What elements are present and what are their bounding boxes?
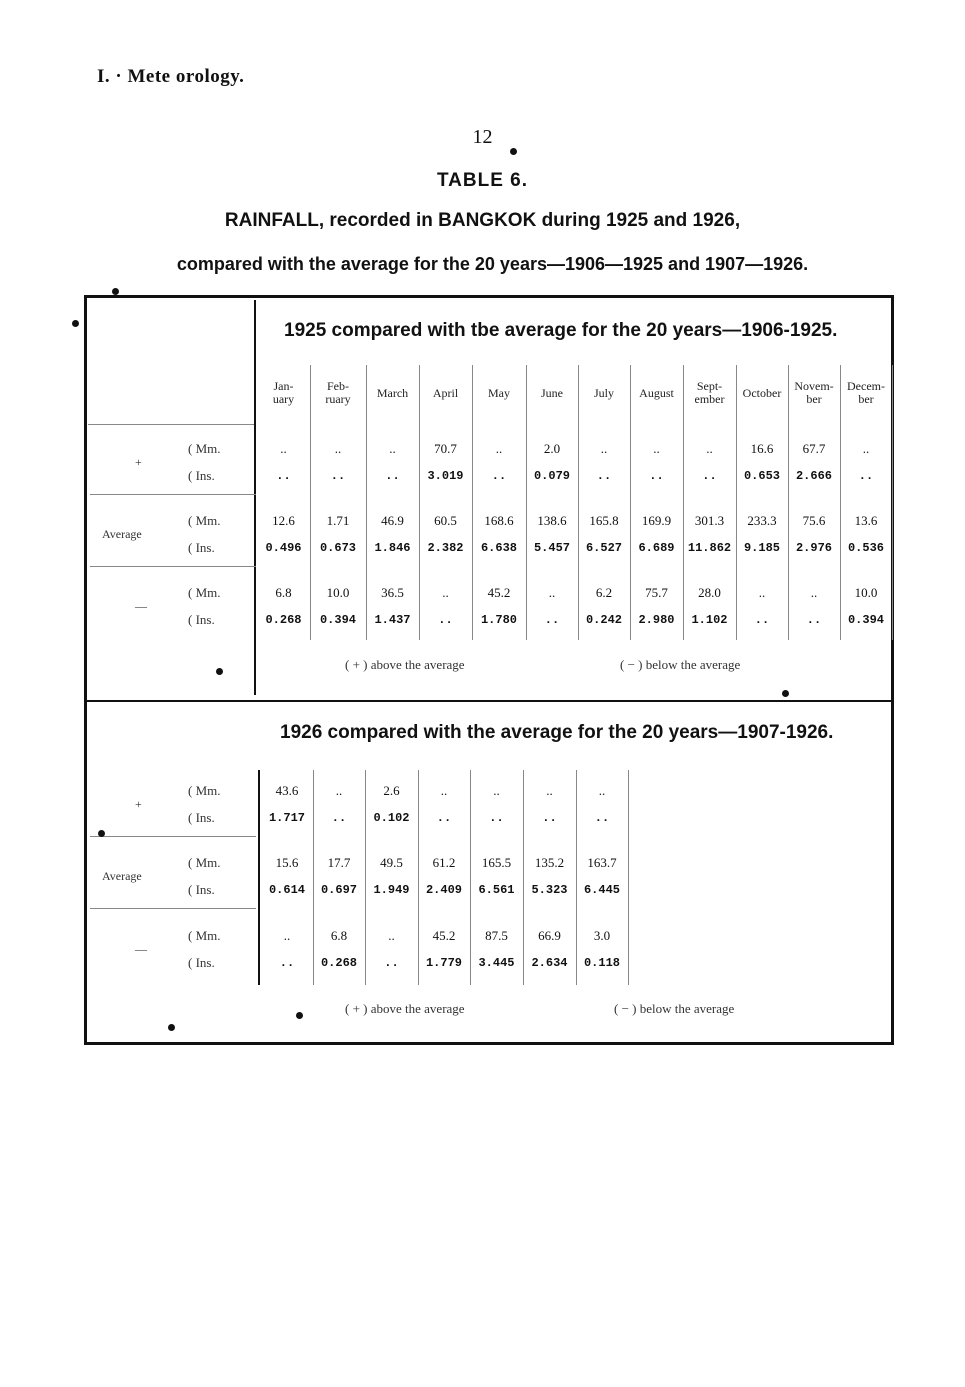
month-header: Novem- ber xyxy=(794,379,834,406)
cell-ins: 9.185 xyxy=(743,541,780,555)
row-group-label: Average xyxy=(102,869,142,883)
table-1925-title: 1925 compared with tbe average for the 20 years—1906-1925. xyxy=(284,320,838,341)
cell-ins: .. xyxy=(594,811,610,825)
cell-ins: 6.638 xyxy=(480,541,517,555)
cell-mm: 165.5 xyxy=(481,855,512,870)
month-header: Decem- ber xyxy=(847,379,885,406)
unit-label-mm: ( Mm. xyxy=(188,513,221,528)
cell-ins: .. xyxy=(384,956,399,970)
table-1926-title: 1926 compared with the average for the 20 years—1907-1926. xyxy=(280,722,834,743)
cell-mm: .. xyxy=(493,783,500,798)
page-number: 12 xyxy=(472,126,493,148)
cell-ins: 6.445 xyxy=(583,883,620,897)
cell-ins: 0.102 xyxy=(373,811,410,825)
table-number: TABLE 6. xyxy=(436,170,529,191)
cell-mm: .. xyxy=(334,441,342,456)
cell-ins: 5.457 xyxy=(533,541,570,555)
cell-ins: 0.673 xyxy=(319,541,356,555)
cell-ins: .. xyxy=(331,811,347,825)
column-rule xyxy=(523,770,524,985)
cell-mm: 61.2 xyxy=(432,855,456,870)
cell-ins: 1.437 xyxy=(374,613,411,627)
month-header: March xyxy=(376,386,409,400)
cell-mm: .. xyxy=(810,585,818,600)
cell-ins: 0.079 xyxy=(533,469,570,483)
cell-mm: .. xyxy=(546,783,553,798)
cell-ins: 0.697 xyxy=(320,883,357,897)
scan-speck xyxy=(98,830,105,837)
month-header: Sept- ember xyxy=(694,379,725,406)
scan-speck xyxy=(216,668,223,675)
cell-ins: 2.980 xyxy=(638,613,675,627)
cell-mm: 75.7 xyxy=(645,585,668,600)
cell-ins: 0.496 xyxy=(265,541,302,555)
cell-mm: .. xyxy=(283,928,291,943)
row-group-label: — xyxy=(135,942,147,956)
cell-ins: .. xyxy=(754,613,770,627)
cell-mm: .. xyxy=(706,441,713,456)
cell-ins: 0.653 xyxy=(743,469,780,483)
cell-mm: 67.7 xyxy=(802,441,826,456)
cell-mm: 87.5 xyxy=(485,928,508,943)
cell-ins: 0.118 xyxy=(583,956,620,970)
cell-mm: 75.6 xyxy=(802,513,826,528)
unit-label-ins: ( Ins. xyxy=(188,540,215,555)
month-header: July xyxy=(593,386,614,400)
cell-ins: 5.323 xyxy=(531,883,568,897)
unit-label-mm: ( Mm. xyxy=(188,855,221,870)
cell-mm: 12.6 xyxy=(272,513,295,528)
cell-mm: .. xyxy=(862,441,870,456)
cell-mm: 2.0 xyxy=(543,441,561,456)
cell-mm: 301.3 xyxy=(694,513,725,528)
cell-mm: 13.6 xyxy=(854,513,878,528)
cell-ins: .. xyxy=(544,613,560,627)
cell-mm: 169.9 xyxy=(641,513,672,528)
cell-ins: .. xyxy=(436,811,452,825)
cell-mm: 16.6 xyxy=(750,441,774,456)
table-1926-label-divider xyxy=(258,770,260,985)
table-separator xyxy=(86,700,892,702)
table-subtitle: compared with the average for the 20 years—1906—1925 and 1907—1926. xyxy=(176,254,809,274)
unit-label-ins: ( Ins. xyxy=(188,468,215,483)
cell-mm: 6.8 xyxy=(275,585,292,600)
cell-ins: .. xyxy=(385,469,400,483)
unit-label-mm: ( Mm. xyxy=(188,585,221,600)
cell-ins: 6.689 xyxy=(638,541,675,555)
cell-mm: 233.3 xyxy=(747,513,777,528)
cell-mm: .. xyxy=(758,585,766,600)
cell-mm: 45.2 xyxy=(432,928,456,943)
cell-mm: 15.6 xyxy=(275,855,299,870)
column-rule xyxy=(365,770,366,985)
cell-ins: .. xyxy=(649,469,664,483)
section-header: I. · Mete orology. xyxy=(97,66,245,87)
cell-mm: 3.0 xyxy=(593,928,611,943)
cell-ins: .. xyxy=(491,469,507,483)
cell-mm: 10.0 xyxy=(854,585,878,600)
cell-ins: 0.536 xyxy=(847,541,884,555)
column-rule xyxy=(313,770,314,985)
cell-mm: .. xyxy=(653,441,660,456)
cell-ins: .. xyxy=(279,956,295,970)
cell-ins: .. xyxy=(489,811,504,825)
table-1925-note-below: ( − ) below the average xyxy=(620,657,741,672)
cell-mm: .. xyxy=(548,585,556,600)
month-header: April xyxy=(432,386,459,400)
unit-label-ins: ( Ins. xyxy=(188,612,215,627)
unit-label-ins: ( Ins. xyxy=(188,882,215,897)
column-rule xyxy=(418,770,419,985)
cell-ins: .. xyxy=(438,613,453,627)
scan-speck xyxy=(72,320,79,327)
cell-ins: .. xyxy=(596,469,612,483)
column-rule xyxy=(892,365,893,640)
scan-speck xyxy=(168,1024,175,1031)
cell-ins: 2.634 xyxy=(531,956,568,970)
scan-speck xyxy=(112,288,119,295)
cell-mm: 138.6 xyxy=(537,513,567,528)
cell-ins: 1.717 xyxy=(268,811,305,825)
unit-label-mm: ( Mm. xyxy=(188,783,221,798)
cell-ins: 0.268 xyxy=(320,956,357,970)
row-group-label: + xyxy=(135,797,142,811)
cell-ins: 1.780 xyxy=(480,613,517,627)
table-1925-note-above: ( + ) above the average xyxy=(345,657,465,672)
cell-ins: .. xyxy=(858,469,874,483)
scan-speck xyxy=(296,1012,303,1019)
cell-mm: .. xyxy=(280,441,287,456)
cell-ins: 1.846 xyxy=(374,541,411,555)
cell-ins: 0.268 xyxy=(265,613,302,627)
cell-mm: 28.0 xyxy=(698,585,721,600)
unit-label-ins: ( Ins. xyxy=(188,810,215,825)
month-header: August xyxy=(639,386,674,400)
row-group-rule xyxy=(90,908,256,909)
row-group-rule xyxy=(90,566,256,567)
row-group-label: Average xyxy=(102,527,142,541)
cell-ins: 2.382 xyxy=(427,541,464,555)
cell-mm: 6.8 xyxy=(330,928,348,943)
table-1926-note-below: ( − ) below the average xyxy=(614,1001,735,1016)
cell-ins: 0.394 xyxy=(319,613,356,627)
cell-mm: .. xyxy=(495,441,503,456)
cell-mm: 49.5 xyxy=(380,855,403,870)
header-rule xyxy=(88,424,254,425)
cell-ins: 0.614 xyxy=(268,883,305,897)
cell-mm: 135.2 xyxy=(534,855,565,870)
cell-ins: 11.862 xyxy=(687,541,732,555)
month-header: May xyxy=(488,386,510,400)
cell-ins: 1.102 xyxy=(691,613,728,627)
row-group-rule xyxy=(90,836,256,837)
table-title: RAINFALL, recorded in BANGKOK during 1925 and 1926, xyxy=(224,210,741,231)
cell-mm: .. xyxy=(388,928,395,943)
cell-ins: 2.409 xyxy=(425,883,462,897)
cell-mm: 6.2 xyxy=(595,585,613,600)
cell-mm: 168.6 xyxy=(484,513,514,528)
cell-ins: 1.779 xyxy=(425,956,462,970)
cell-ins: 3.019 xyxy=(427,469,464,483)
cell-mm: .. xyxy=(335,783,343,798)
cell-ins: 3.445 xyxy=(478,956,515,970)
cell-ins: 1.949 xyxy=(373,883,410,897)
unit-label-ins: ( Ins. xyxy=(188,955,215,970)
cell-mm: 165.8 xyxy=(589,513,619,528)
cell-mm: 10.0 xyxy=(326,585,350,600)
column-rule xyxy=(628,770,629,985)
cell-ins: 6.561 xyxy=(478,883,515,897)
month-header: Feb- ruary xyxy=(325,379,351,406)
cell-ins: .. xyxy=(276,469,291,483)
cell-ins: 0.394 xyxy=(847,613,884,627)
month-header: October xyxy=(742,386,782,400)
row-group-label: + xyxy=(135,455,142,469)
cell-mm: 60.5 xyxy=(434,513,457,528)
cell-mm: 66.9 xyxy=(538,928,561,943)
cell-ins: 0.242 xyxy=(585,613,622,627)
column-rule xyxy=(470,770,471,985)
cell-mm: .. xyxy=(598,783,606,798)
table-1925-label-divider xyxy=(254,300,256,695)
cell-mm: 45.2 xyxy=(487,585,511,600)
cell-mm: 43.6 xyxy=(275,783,299,798)
cell-ins: .. xyxy=(702,469,717,483)
row-group-rule xyxy=(90,494,256,495)
unit-label-mm: ( Mm. xyxy=(188,928,221,943)
cell-ins: 2.666 xyxy=(795,469,832,483)
cell-ins: 2.976 xyxy=(795,541,832,555)
cell-mm: .. xyxy=(600,441,608,456)
cell-mm: .. xyxy=(389,441,396,456)
cell-mm: 2.6 xyxy=(383,783,400,798)
cell-ins: .. xyxy=(542,811,557,825)
table-1926-note-above: ( + ) above the average xyxy=(345,1001,465,1016)
cell-ins: .. xyxy=(806,613,822,627)
scan-speck xyxy=(510,148,517,155)
cell-ins: .. xyxy=(330,469,346,483)
cell-mm: 36.5 xyxy=(381,585,404,600)
cell-mm: 17.7 xyxy=(327,855,351,870)
cell-mm: .. xyxy=(440,783,448,798)
cell-mm: 46.9 xyxy=(381,513,404,528)
month-header: June xyxy=(541,386,563,400)
cell-mm: 1.71 xyxy=(326,513,350,528)
month-header: Jan- uary xyxy=(272,379,295,406)
cell-mm: 70.7 xyxy=(434,441,457,456)
cell-mm: .. xyxy=(442,585,449,600)
column-rule xyxy=(576,770,577,985)
unit-label-mm: ( Mm. xyxy=(188,441,221,456)
scan-speck xyxy=(782,690,789,697)
cell-ins: 6.527 xyxy=(585,541,622,555)
cell-mm: 163.7 xyxy=(587,855,617,870)
row-group-label: — xyxy=(135,599,147,613)
